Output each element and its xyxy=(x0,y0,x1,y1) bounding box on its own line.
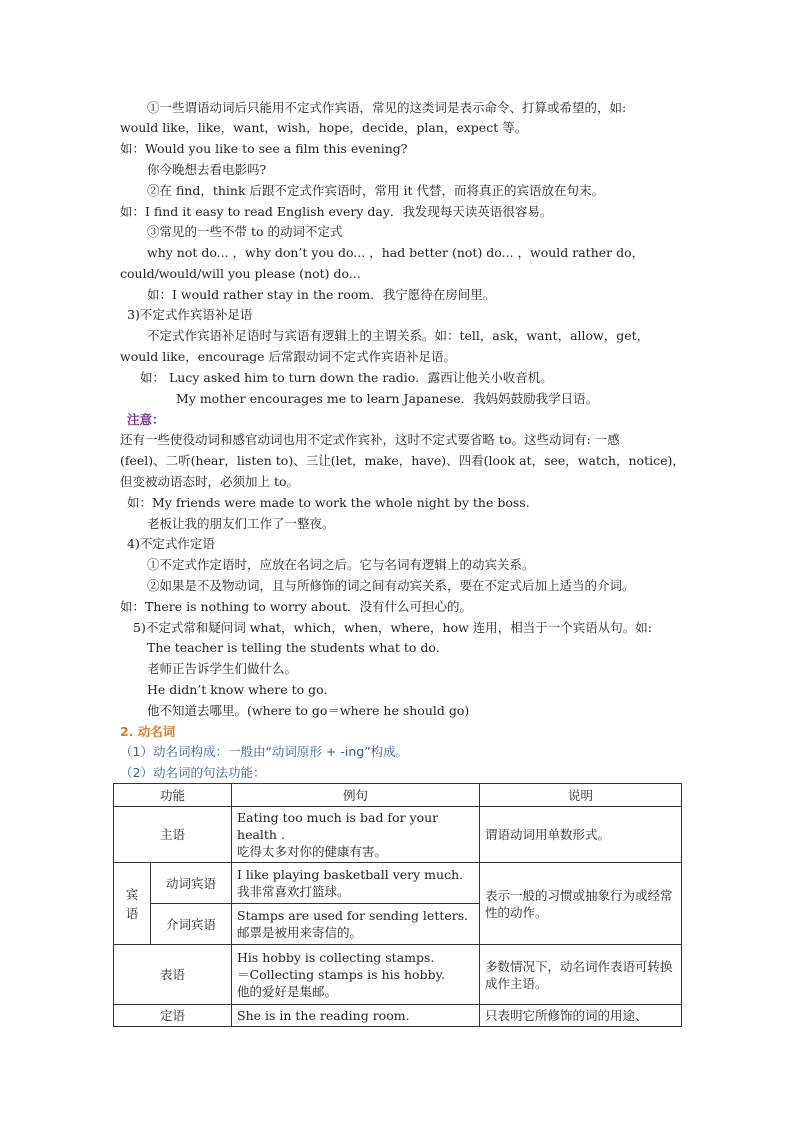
text-line: why not do... ，why don’t you do... ，had better (not) do... ，would rather do， xyxy=(147,245,645,260)
text-line: ③常见的一些不带 to 的动词不定式 xyxy=(147,224,343,239)
subsection-heading: （1）动名词构成：一般由“动词原形 + -ing”构成。 xyxy=(120,744,409,759)
example-cell: She is in the reading room. xyxy=(232,1005,480,1027)
example-line: 吃得太多对你的健康有害。 xyxy=(237,844,388,859)
text-line: 如：Would you like to see a film this evening? xyxy=(120,141,408,156)
example-cell xyxy=(232,945,480,1005)
text-line: could/would/will you please (not) do... xyxy=(120,266,361,281)
function-cell: 表语 xyxy=(114,945,232,1005)
function-cell: 定语 xyxy=(114,1005,232,1027)
table-row xyxy=(114,1005,682,1027)
text-line: 5)不定式常和疑问词 what，which，when，where，how 连用，相当于一个宾语从句。如: xyxy=(133,620,653,635)
text-line: would like，like，want，wish，hope，decide，plan，expect 等。 xyxy=(120,120,528,135)
note-cell: 只表明它所修饰的词的用途、 xyxy=(480,1005,682,1027)
text-line: 你今晚想去看电影吗? xyxy=(147,162,267,177)
table-row xyxy=(114,807,682,863)
text-line: 老师正告诉学生们做什么。 xyxy=(147,661,298,676)
table-header: 说明 xyxy=(480,784,682,807)
table-header: 例句 xyxy=(232,784,480,807)
function-cell xyxy=(114,863,151,945)
object-label: 宾语 xyxy=(125,886,139,921)
note-cell: 谓语动词用单数形式。 xyxy=(480,807,682,863)
text-line: 如：I find it easy to read English every day．我发现每天读英语很容易。 xyxy=(120,204,553,219)
note-cell: 表示一般的习惯或抽象行为或经常性的动作。 xyxy=(480,863,682,945)
table-header-row xyxy=(114,784,682,807)
text-line: 不定式作宾语补足语时与宾语有逻辑上的主谓关系。如：tell，ask，want，allow，get， xyxy=(147,328,650,343)
table-row xyxy=(114,863,682,904)
text-line: (feel)、二听(hear，listen to)、三让(let，make，have)、四看(look at，see，watch，notice)， xyxy=(120,453,685,468)
text-line: ①不定式作定语时，应放在名词之后。它与名词有逻辑上的动宾关系。 xyxy=(147,557,535,572)
text-line: 如：I would rather stay in the room．我宁愿待在房间里。 xyxy=(147,287,496,302)
text-line: 他不知道去哪里。(where to go＝where he should go) xyxy=(147,703,470,718)
example-line: ＝Collecting stamps is his hobby. xyxy=(237,967,445,982)
text-line: He didn’t know where to go. xyxy=(147,682,328,697)
example-cell xyxy=(232,904,480,945)
section-heading: 2. 动名词 xyxy=(120,724,176,739)
text-line: would like，encourage 后常跟动词不定式作宾语补足语。 xyxy=(120,349,457,364)
example-line: I like playing basketball very much. xyxy=(237,867,464,882)
example-line: 我非常喜欢打篮球。 xyxy=(237,884,350,899)
example-cell xyxy=(232,863,480,904)
text-line: 如：There is nothing to worry about．没有什么可担心的。 xyxy=(120,599,472,614)
table-row xyxy=(114,945,682,1005)
subsection-heading: （2）动名词的句法功能： xyxy=(120,765,266,780)
text-line: ②在 find，think 后跟不定式作宾语时，常用 it 代替，而将真正的宾语放在句末。 xyxy=(147,183,605,198)
text-line: My mother encourages me to learn Japanese．我妈妈鼓励我学日语。 xyxy=(176,391,599,406)
text-line: 但变被动语态时，必须加上 to。 xyxy=(120,474,300,489)
text-line: 如： Lucy asked him to turn down the radio．露西让他关小收音机。 xyxy=(140,370,553,385)
text-line: 老板让我的朋友们工作了一整夜。 xyxy=(147,516,335,531)
text-line: ①一些谓语动词后只能用不定式作宾语，常见的这类词是表示命令、打算或希望的，如: xyxy=(147,100,627,115)
example-cell xyxy=(232,807,480,863)
example-line: 他的爱好是集邮。 xyxy=(237,984,338,999)
note-cell: 多数情况下，动名词作表语可转换成作主语。 xyxy=(480,945,682,1005)
function-cell: 主语 xyxy=(114,807,232,863)
text-line: The teacher is telling the students what to do. xyxy=(147,640,440,655)
text-line: 如：My friends were made to work the whole night by the boss. xyxy=(127,495,530,510)
text-line: 3)不定式作宾语补足语 xyxy=(127,307,253,322)
text-line: 4)不定式作定语 xyxy=(127,536,215,551)
example-line: Eating too much is bad for your health . xyxy=(237,810,439,842)
function-subcell: 动词宾语 xyxy=(151,863,232,904)
function-subcell: 介词宾语 xyxy=(151,904,232,945)
text-line: 还有一些使役动词和感官动词也用不定式作宾补，这时不定式要省略 to。这些动词有: 一感 xyxy=(120,432,620,447)
example-line: 邮票是被用来寄信的。 xyxy=(237,925,363,940)
example-line: His hobby is collecting stamps. xyxy=(237,950,435,965)
text-line: ②如果是不及物动词，且与所修饰的词之间有动宾关系，要在不定式后加上适当的介词。 xyxy=(147,578,635,593)
table-header: 功能 xyxy=(114,784,232,807)
gerund-function-table xyxy=(113,783,682,1027)
note-heading: 注意： xyxy=(127,412,165,427)
example-line: Stamps are used for sending letters. xyxy=(237,908,469,923)
